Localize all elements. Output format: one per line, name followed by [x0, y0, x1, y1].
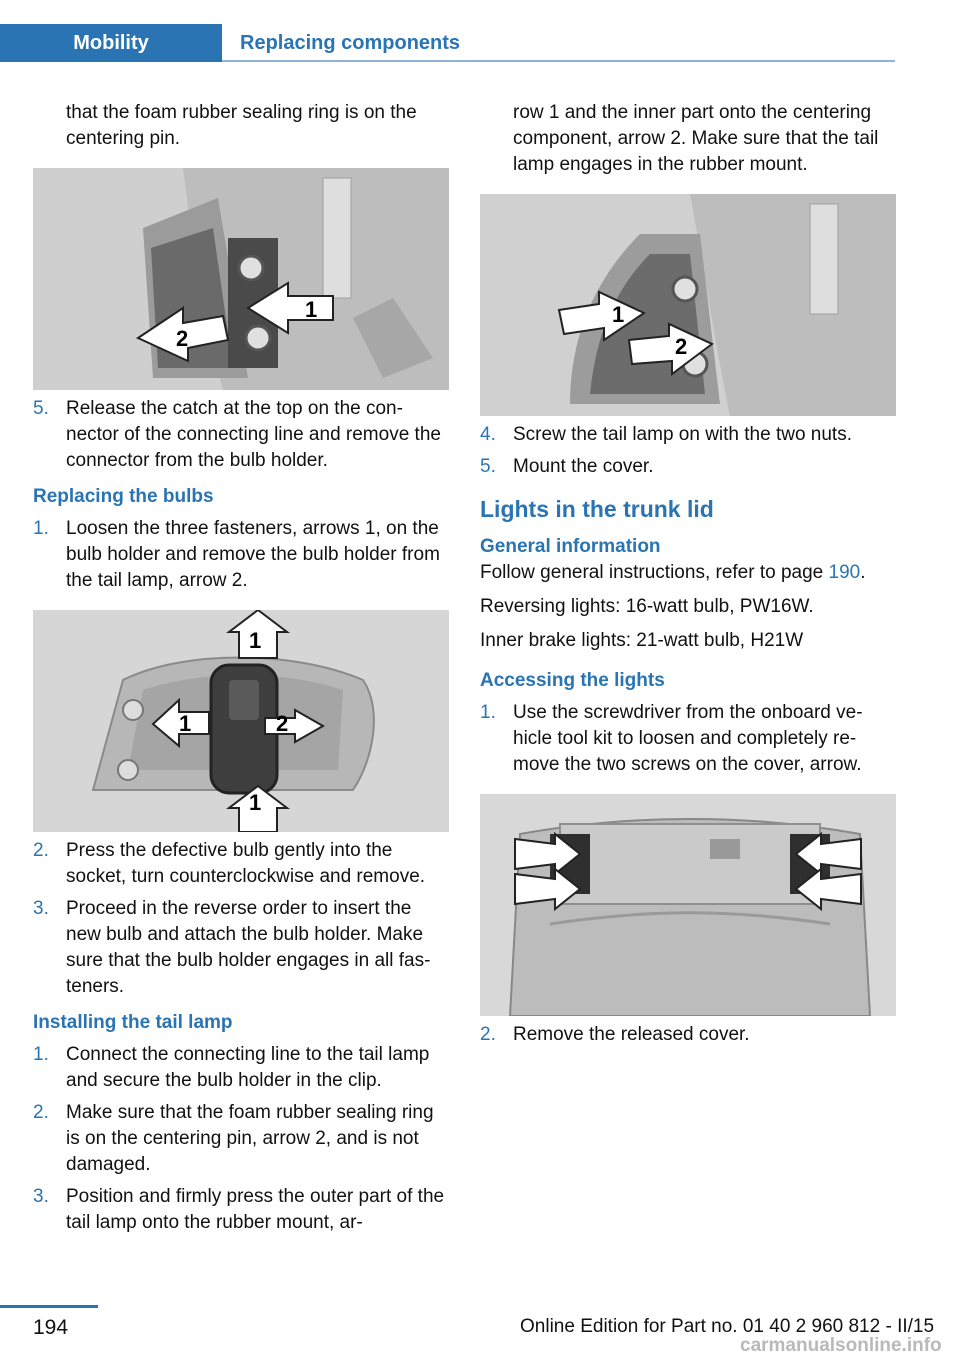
list-number: 1. — [33, 518, 49, 539]
list-number: 3. — [33, 1186, 49, 1207]
list-text: Remove the released cover. — [513, 1024, 750, 1045]
chapter-tab: Mobility — [0, 24, 222, 62]
continued-text: that the foam rubber sealing ring is on the centering pin. — [66, 102, 417, 149]
figure-label: 1 — [305, 297, 318, 322]
figure-label: 2 — [276, 711, 289, 736]
list-number: 2. — [33, 840, 49, 861]
left-column — [33, 100, 449, 1236]
figure-label: 1 — [249, 628, 262, 653]
footer-rule — [0, 1305, 98, 1308]
general-text-end: . — [860, 562, 866, 583]
header-rule — [222, 60, 895, 62]
figure-label: 2 — [675, 334, 688, 359]
list-text: Use the screwdriver from the onboard ve-hicle tool kit to loosen and completely re-move the two screws on the cover, arrow. — [513, 702, 863, 775]
list-item — [33, 1100, 449, 1178]
list-text: Connect the connecting line to the tail lamp and secure the bulb holder in the clip. — [66, 1044, 430, 1091]
list-number: 5. — [33, 398, 49, 419]
page-reference-link[interactable]: 190 — [828, 562, 861, 583]
figure-label: 2 — [176, 326, 189, 351]
subheading-accessing-lights: Accessing the lights — [480, 670, 665, 691]
list-number: 2. — [480, 1024, 496, 1045]
list-text: Position and firmly press the outer part of the tail lamp onto the rubber mount, ar- — [66, 1186, 445, 1233]
watermark: carmanualsonline.info — [740, 1335, 942, 1356]
list-item — [480, 700, 896, 778]
list-number: 3. — [33, 898, 49, 919]
list-item — [33, 1042, 449, 1094]
list-number: 1. — [480, 702, 496, 723]
list-item — [33, 838, 449, 890]
list-text: Proceed in the reverse order to insert the new bulb and attach the bulb holder. Make sure that the bulb holder engages in all fas-teners. — [66, 898, 431, 997]
list-text: Make sure that the foam rubber sealing ring is on the centering pin, arrow 2, and is not damaged. — [66, 1102, 434, 1175]
list-item — [480, 422, 896, 448]
list-number: 4. — [480, 424, 496, 445]
list-item — [33, 896, 449, 1000]
list-text: Release the catch at the top on the con-nector of the connecting line and remove the connector from the bulb holder. — [66, 398, 441, 471]
figure-label: 1 — [179, 711, 192, 736]
section-heading-lights-trunk-lid: Lights in the trunk lid — [480, 496, 714, 522]
list-item — [33, 1184, 449, 1236]
list-item — [480, 1022, 896, 1048]
general-text-body: Follow general instructions, refer to page — [480, 562, 824, 583]
list-number: 1. — [33, 1044, 49, 1065]
list-text: Mount the cover. — [513, 456, 654, 477]
list-item — [33, 396, 449, 474]
figure-trunk-lid-cover — [480, 794, 896, 1016]
figure-label: 1 — [612, 302, 625, 327]
figure-bulb-holder — [33, 610, 449, 832]
list-text: Loosen the three fasteners, arrows 1, on the bulb holder and remove the bulb holder from the tail lamp, arrow 2. — [66, 518, 440, 591]
inner-brake-lights-text: Inner brake lights: 21-watt bulb, H21W — [480, 630, 804, 651]
reversing-lights-text: Reversing lights: 16-watt bulb, PW16W. — [480, 596, 814, 617]
edition-text: Online Edition for Part no. 01 40 2 960 812 - II/15 — [520, 1316, 935, 1337]
subheading-installing-tail-lamp: Installing the tail lamp — [33, 1012, 233, 1033]
list-text: Screw the tail lamp on with the two nuts. — [513, 424, 852, 445]
figure-tail-lamp-install — [480, 194, 896, 416]
page-header — [0, 24, 895, 62]
subheading-general-information: General information — [480, 536, 661, 557]
general-text — [480, 560, 896, 586]
section-title: Replacing components — [240, 31, 461, 54]
list-text: Press the defective bulb gently into the socket, turn counterclockwise and remove. — [66, 840, 426, 887]
continued-text: row 1 and the inner part onto the centering component, arrow 2. Make sure that the tail lamp engages in the rubber mount. — [513, 102, 879, 175]
subheading-replacing-bulbs: Replacing the bulbs — [33, 486, 214, 507]
right-column — [480, 100, 896, 1048]
figure-tail-lamp-removal — [33, 168, 449, 390]
list-number: 5. — [480, 456, 496, 477]
page-number: 194 — [33, 1316, 69, 1339]
list-item — [33, 516, 449, 594]
list-number: 2. — [33, 1102, 49, 1123]
figure-label: 1 — [249, 790, 262, 815]
list-item — [480, 454, 896, 480]
